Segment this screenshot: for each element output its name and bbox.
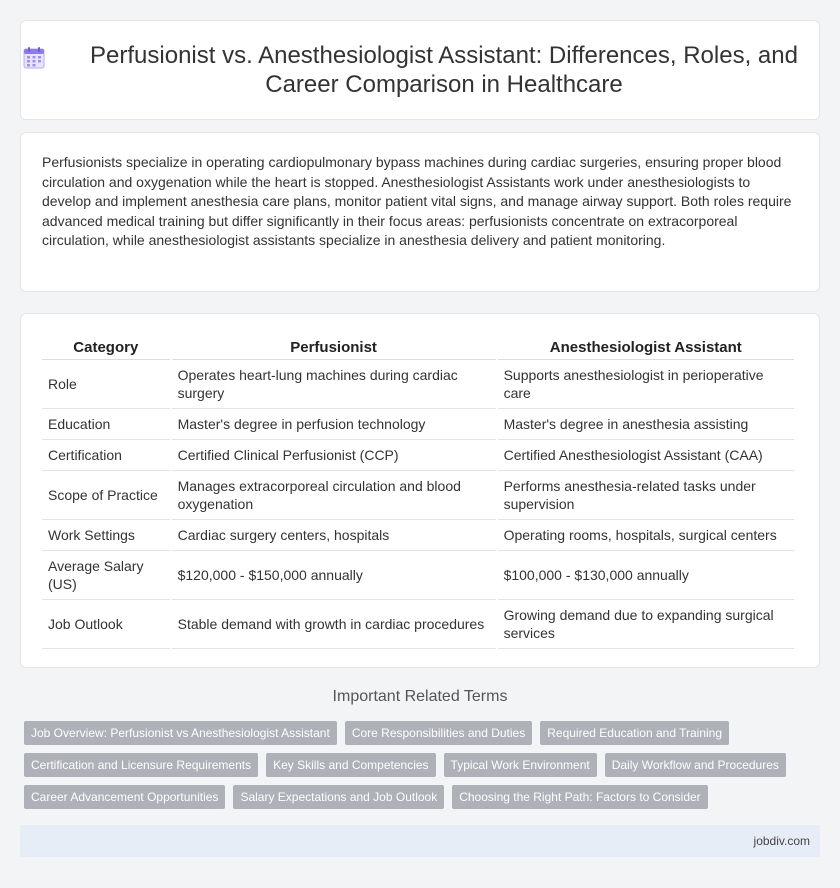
row-anesthesiologist-assistant: Growing demand due to expanding surgical services (498, 600, 794, 649)
row-category: Scope of Practice (42, 471, 170, 520)
row-category: Job Outlook (42, 600, 170, 649)
intro-text: Perfusionists specialize in operating cardiopulmonary bypass machines during cardiac surgeries, ensuring proper blood circulation and oxygenation while the heart is stopped. Anesthesiologist Assistants work under anesthesiologists to develop and implement anesthesia care plans, monitor patient vital signs, and manage airway support. Both roles require advanced medical training but differ significantly in their focus areas: perfusionists concentrate on extracorporeal circulation, while anesthesiologist assistants specialize in anesthesia delivery and patient monitoring. (42, 154, 792, 248)
row-category: Role (42, 360, 170, 409)
term-tag[interactable]: Key Skills and Competencies (266, 753, 435, 777)
term-tag[interactable]: Certification and Licensure Requirements (24, 753, 258, 777)
table-row (42, 520, 794, 551)
table-row (42, 440, 794, 471)
row-anesthesiologist-assistant: Certified Anesthesiologist Assistant (CAA) (498, 440, 794, 471)
table-row (42, 600, 794, 649)
term-tag[interactable]: Required Education and Training (540, 721, 729, 745)
row-category: Work Settings (42, 520, 170, 551)
term-tag[interactable]: Choosing the Right Path: Factors to Consider (452, 785, 707, 809)
page-header (20, 20, 820, 120)
row-perfusionist: Operates heart-lung machines during cardiac surgery (172, 360, 496, 409)
row-category: Education (42, 409, 170, 440)
comparison-table-card (20, 313, 820, 668)
table-row (42, 551, 794, 600)
header-anesthesiologist-assistant: Anesthesiologist Assistant (498, 334, 794, 360)
row-anesthesiologist-assistant: Performs anesthesia-related tasks under supervision (498, 471, 794, 520)
term-tag[interactable]: Career Advancement Opportunities (24, 785, 225, 809)
header-category: Category (42, 334, 170, 360)
row-anesthesiologist-assistant: Supports anesthesiologist in perioperative care (498, 360, 794, 409)
table-row (42, 360, 794, 409)
term-tag[interactable]: Typical Work Environment (444, 753, 597, 777)
row-perfusionist: Manages extracorporeal circulation and blood oxygenation (172, 471, 496, 520)
row-category: Certification (42, 440, 170, 471)
table-row (42, 471, 794, 520)
footer-site-link[interactable]: jobdiv.com (753, 834, 810, 848)
row-perfusionist: $120,000 - $150,000 annually (172, 551, 496, 600)
header-perfusionist: Perfusionist (172, 334, 496, 360)
term-tag[interactable]: Job Overview: Perfusionist vs Anesthesiologist Assistant (24, 721, 337, 745)
row-anesthesiologist-assistant: Operating rooms, hospitals, surgical centers (498, 520, 794, 551)
table-row (42, 409, 794, 440)
related-terms-list (24, 721, 824, 809)
comparison-table (40, 334, 796, 649)
term-tag[interactable]: Core Responsibilities and Duties (345, 721, 532, 745)
row-perfusionist: Cardiac surgery centers, hospitals (172, 520, 496, 551)
footer (20, 825, 820, 857)
row-perfusionist: Master's degree in perfusion technology (172, 409, 496, 440)
row-perfusionist: Certified Clinical Perfusionist (CCP) (172, 440, 496, 471)
row-perfusionist: Stable demand with growth in cardiac procedures (172, 600, 496, 649)
row-anesthesiologist-assistant: Master's degree in anesthesia assisting (498, 409, 794, 440)
calendar-icon (21, 45, 47, 71)
related-terms-title: Important Related Terms (332, 688, 508, 705)
page-title: Perfusionist vs. Anesthesiologist Assistant: Differences, Roles, and Career Comparison in Healthcare (90, 42, 798, 98)
term-tag[interactable]: Salary Expectations and Job Outlook (233, 785, 444, 809)
term-tag[interactable]: Daily Workflow and Procedures (605, 753, 786, 777)
row-anesthesiologist-assistant: $100,000 - $130,000 annually (498, 551, 794, 600)
intro-section (20, 132, 820, 292)
row-category: Average Salary (US) (42, 551, 170, 600)
table-header-row (42, 334, 794, 360)
